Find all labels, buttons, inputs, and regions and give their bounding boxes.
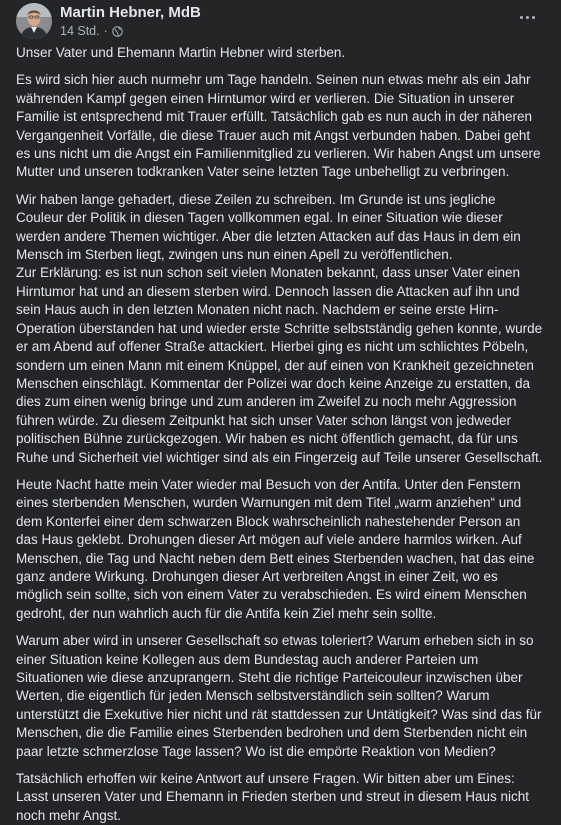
post-time[interactable]: 14 Std. xyxy=(60,24,100,38)
post-meta xyxy=(60,24,123,38)
more-options-icon[interactable] xyxy=(513,7,541,27)
avatar[interactable] xyxy=(16,3,52,39)
post-paragraph: Heute Nacht hatte mein Vater wieder mal Besuch von der Antifa. Unter den Fenstern eines sterbenden Menschen, wurden Warnungen mit dem Titel „warm anziehen“ und dem Konterfei einer dem schwarzen Block wahrscheinlich nahestehender Person an das Haus geklebt. Drohungen dieser Art mögen auf viele andere harmlos wirken. Auf Menschen, die Tag und Nacht neben dem Bett eines Sterbenden wachen, hat das eine ganz andere Wirkung. Drohungen dieser Art verbreiten Angst in einer Zeit, wo es möglich sein sollte, sich von einem Vater zu verabschieden. Es wird einem Menschen gedroht, der nun wahrlich auch für die Antifa kein Ziel mehr sein sollte. xyxy=(16,476,535,621)
globe-icon xyxy=(112,26,123,37)
post-paragraph: Tatsächlich erhoffen wir keine Antwort auf unsere Fragen. Wir bitten aber um Eines: Lasst unseren Vater und Ehemann in Frieden sterben und streut in diesem Haus nicht noch mehr Angst. xyxy=(16,771,530,823)
post-body xyxy=(16,44,545,825)
author-name[interactable]: Martin Hebner, MdB xyxy=(60,4,201,21)
post-header xyxy=(16,0,545,44)
post-paragraph: Es wird sich hier auch nurmehr um Tage handeln. Seinen nun etwas mehr als ein Jahr währenden Kampf gegen einen Hirntumor wird er verlieren. Die Situation in unserer Familie ist entsprechend mit Trauer erfüllt. Tatsächlich gab es nun auch in der näheren Vergangenheit Vorfälle, die diese Trauer auch mit Angst verbunden haben. Dabei geht es uns nicht um die Angst ein Familienmitglied zu verlieren. Wir haben Angst um unsere Mutter und unseren todkranken Vater seine letzten Tage unbehelligt zu verbringen. xyxy=(16,72,541,180)
post-paragraph: Warum aber wird in unserer Gesellschaft so etwas toleriert? Warum erheben sich in so einer Situation keine Kollegen aus dem Bundestag auch anderer Parteien um Situationen wie diese anzuprangern. Steht die richtige Parteicouleur inzwischen über Werten, die eigentlich für jeden Mensch selbstverständlich sein sollten? Warum unterstützt die Exekutive hier nicht und rät stattdessen zur Untätigkeit? Was sind das für Menschen, die die Familie eines Sterbenden bedrohen und dem Sterbenden nicht ein paar letzte schmerzlose Tage lassen? Wo ist die empörte Reaktion von Medien? xyxy=(16,633,542,759)
post-paragraph: Unser Vater und Ehemann Martin Hebner wird sterben. xyxy=(16,45,346,60)
post-paragraph: Wir haben lange gehadert, diese Zeilen zu schreiben. Im Grunde ist uns jegliche Couleur der Politik in diesen Tagen vollkommen egal. In einer Situation wie dieser werden andere Themen wichtiger. Aber die letzten Attacken auf das Haus in dem ein Mensch im Sterben liegt, zwingen uns nun einen Apell zu veröffentlichen. Zur Erklärung: es ist nun schon seit vielen Monaten bekannt, dass unser Vater einen Hirntumor hat und an diesem sterben wird. Dennoch lassen die Attacken auf ihn und sein Haus auch in den letzten Monaten nicht nach. Nachdem er seine erste Hirn-Operation überstanden hat und wieder erste Schritte selbstständig gehen konnte, wurde er am Abend auf offener Straße attackiert. Hierbei ging es nicht um schlichtes Pöbeln, sondern um einen Mann mit einem Knüppel, der auf einen von Krankheit gezeichneten Menschen einschlägt. Kommentar der Polizei war doch keine Anzeige zu erstatten, da dies zum einen wenig bringe und zum anderen im Zweifel zu noch mehr Aggression führen würde. Zu diesem Zeitpunkt hat sich unser Vater schon längst von jedweder politischen Bühne zurückgezogen. Wir haben es nicht öffentlich gemacht, da für uns Ruhe und Sicherheit viel wichtiger sind als ein Fingerzeig auf Teile unserer Gesellschaft. xyxy=(16,191,543,465)
meta-separator: · xyxy=(103,24,108,38)
profile-picture xyxy=(16,3,52,39)
